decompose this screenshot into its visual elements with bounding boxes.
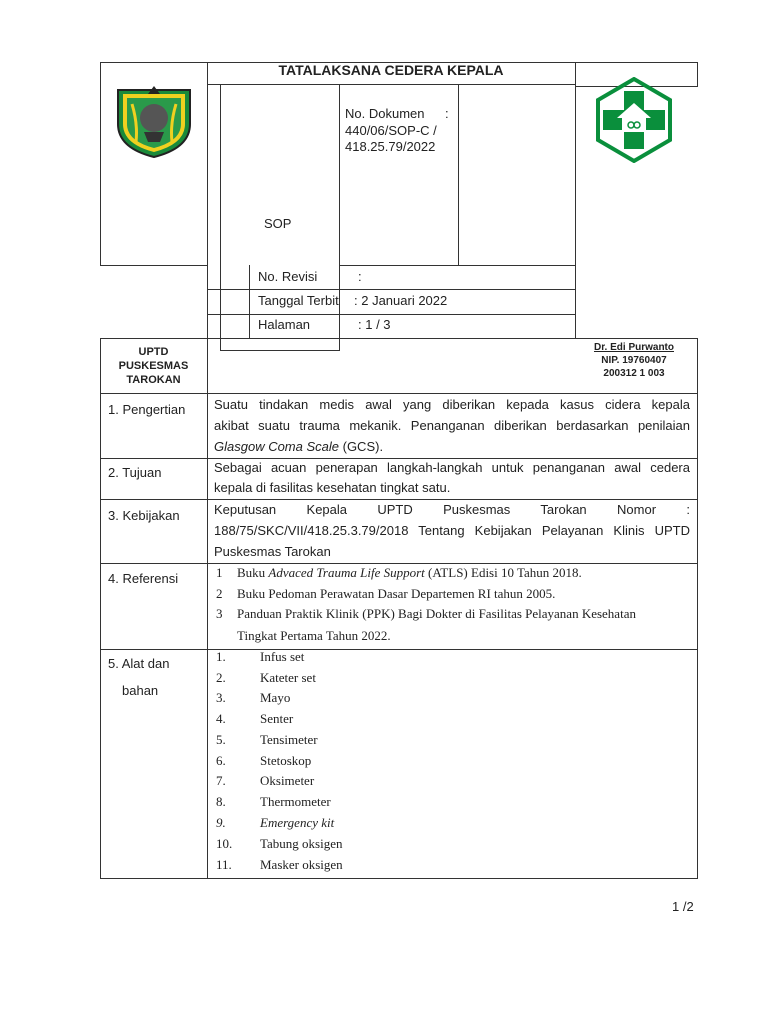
alat-item — [216, 856, 343, 874]
alat-item — [216, 689, 290, 707]
referensi-text: Buku — [237, 565, 269, 580]
alat-text: Masker oksigen — [260, 857, 343, 872]
referensi-text: Buku Pedoman Perawatan Dasar Departemen RI tahun 2005. — [237, 586, 556, 601]
alat-text: Emergency kit — [260, 815, 335, 830]
signatory-nip-line1: NIP. 19760407 — [601, 355, 667, 366]
referensi-item-1 — [216, 564, 582, 582]
alat-num: 6. — [216, 753, 226, 768]
alat-item — [216, 835, 343, 853]
institution-line2: PUSKESMAS — [118, 360, 189, 372]
alat-num: 8. — [216, 794, 226, 809]
pengertian-line3-rest: (GCS). — [339, 439, 384, 454]
referensi-num: 1 — [216, 565, 223, 580]
signatory-name: Dr. Edi Purwanto — [593, 342, 674, 353]
alat-num: 10. — [216, 836, 233, 851]
alat-item — [216, 731, 318, 749]
kebijakan-line2: 188/75/SKC/VII/418.25.3.79/2018 Tentang Kebijakan Pelayanan Klinis UPTD — [214, 523, 690, 538]
pengertian-line2: akibat suatu trauma mekanik. Penanganan diberikan berdasarkan penilaian — [214, 418, 690, 433]
signatory-nip-line2: 200312 1 003 — [603, 368, 665, 379]
kebijakan-line3: Puskesmas Tarokan — [214, 544, 331, 559]
alat-num: 9. — [216, 815, 226, 830]
kebijakan-line1: Keputusan Kepala UPTD Puskesmas Tarokan Nomor : — [214, 502, 690, 517]
alat-text: Stetoskop — [260, 753, 312, 768]
alat-text: Tabung oksigen — [260, 836, 343, 851]
alat-item — [216, 793, 331, 811]
alat-text: Oksimeter — [260, 773, 315, 788]
alat-num: 5. — [216, 732, 226, 747]
institution-name — [100, 345, 207, 387]
alat-text: Tensimeter — [260, 732, 318, 747]
no-revisi-value: : — [358, 269, 362, 284]
kebijakan-text — [214, 499, 690, 562]
tanggal-terbit-label: Tanggal Terbit — [258, 293, 339, 308]
document-title: TATALAKSANA CEDERA KEPALA — [278, 62, 504, 78]
section-label-pengertian: 1. Pengertian — [108, 402, 186, 417]
alat-item — [216, 710, 293, 728]
page-number: 1 /2 — [672, 899, 694, 914]
alat-text: Mayo — [260, 690, 291, 705]
regency-crest-icon — [114, 84, 194, 160]
no-dokumen-label: No. Dokumen — [345, 106, 425, 121]
alat-text: Infus set — [260, 649, 305, 664]
no-dokumen-value-line2: 418.25.79/2022 — [345, 139, 436, 154]
alat-num: 11. — [216, 857, 232, 872]
referensi-text: Panduan Praktik Klinik (PPK) Bagi Dokter di Fasilitas Pelayanan Kesehatan — [237, 606, 636, 621]
alat-item — [216, 669, 316, 687]
no-dokumen-value-line1: 440/06/SOP-C / — [345, 123, 437, 138]
tujuan-text — [214, 458, 690, 498]
sop-label: SOP — [264, 216, 292, 231]
alat-text: Senter — [260, 711, 294, 726]
puskesmas-cross-icon — [591, 77, 677, 163]
alat-text: Thermometer — [260, 794, 331, 809]
section-label-alat-line1: 5. Alat dan — [108, 656, 170, 671]
alat-num: 4. — [216, 711, 226, 726]
section-label-tujuan: 2. Tujuan — [108, 465, 162, 480]
referensi-num: 3 — [216, 606, 223, 621]
alat-num: 1. — [216, 649, 226, 664]
pengertian-line1: Suatu tindakan medis awal yang diberikan kepada kasus cidera kepala — [214, 397, 690, 412]
referensi-italic: Advaced Trauma Life Support — [268, 565, 425, 580]
referensi-item-3-continued: Tingkat Pertama Tahun 2022. — [237, 628, 391, 643]
no-revisi-label: No. Revisi — [258, 269, 318, 284]
institution-line1: UPTD — [138, 346, 169, 358]
alat-item — [216, 772, 314, 790]
institution-line3: TAROKAN — [126, 374, 181, 386]
alat-item — [216, 814, 334, 832]
tujuan-line1: Sebagai acuan penerapan langkah-langkah untuk penanganan awal cedera — [214, 460, 690, 475]
referensi-item-2 — [216, 585, 555, 603]
signature-block — [578, 341, 690, 380]
section-label-alat-line2: bahan — [122, 683, 159, 698]
alat-text: Kateter set — [260, 670, 316, 685]
pengertian-gcs-term: Glasgow Coma Scale — [214, 439, 339, 454]
tanggal-terbit-value: : 2 Januari 2022 — [354, 293, 448, 308]
section-label-referensi: 4. Referensi — [108, 571, 179, 586]
tujuan-line2: kepala di fasilitas kesehatan tingkat satu. — [214, 480, 451, 495]
referensi-item-3 — [216, 605, 636, 623]
pengertian-text — [214, 394, 690, 457]
alat-num: 2. — [216, 670, 226, 685]
section-label-kebijakan: 3. Kebijakan — [108, 508, 180, 523]
alat-item — [216, 752, 311, 770]
referensi-text-post: (ATLS) Edisi 10 Tahun 2018. — [424, 565, 582, 580]
referensi-num: 2 — [216, 586, 223, 601]
halaman-label: Halaman — [258, 317, 311, 332]
halaman-value: : 1 / 3 — [358, 317, 391, 332]
no-dokumen-colon: : — [445, 106, 449, 121]
alat-num: 7. — [216, 773, 226, 788]
alat-num: 3. — [216, 690, 226, 705]
alat-item — [216, 648, 304, 666]
